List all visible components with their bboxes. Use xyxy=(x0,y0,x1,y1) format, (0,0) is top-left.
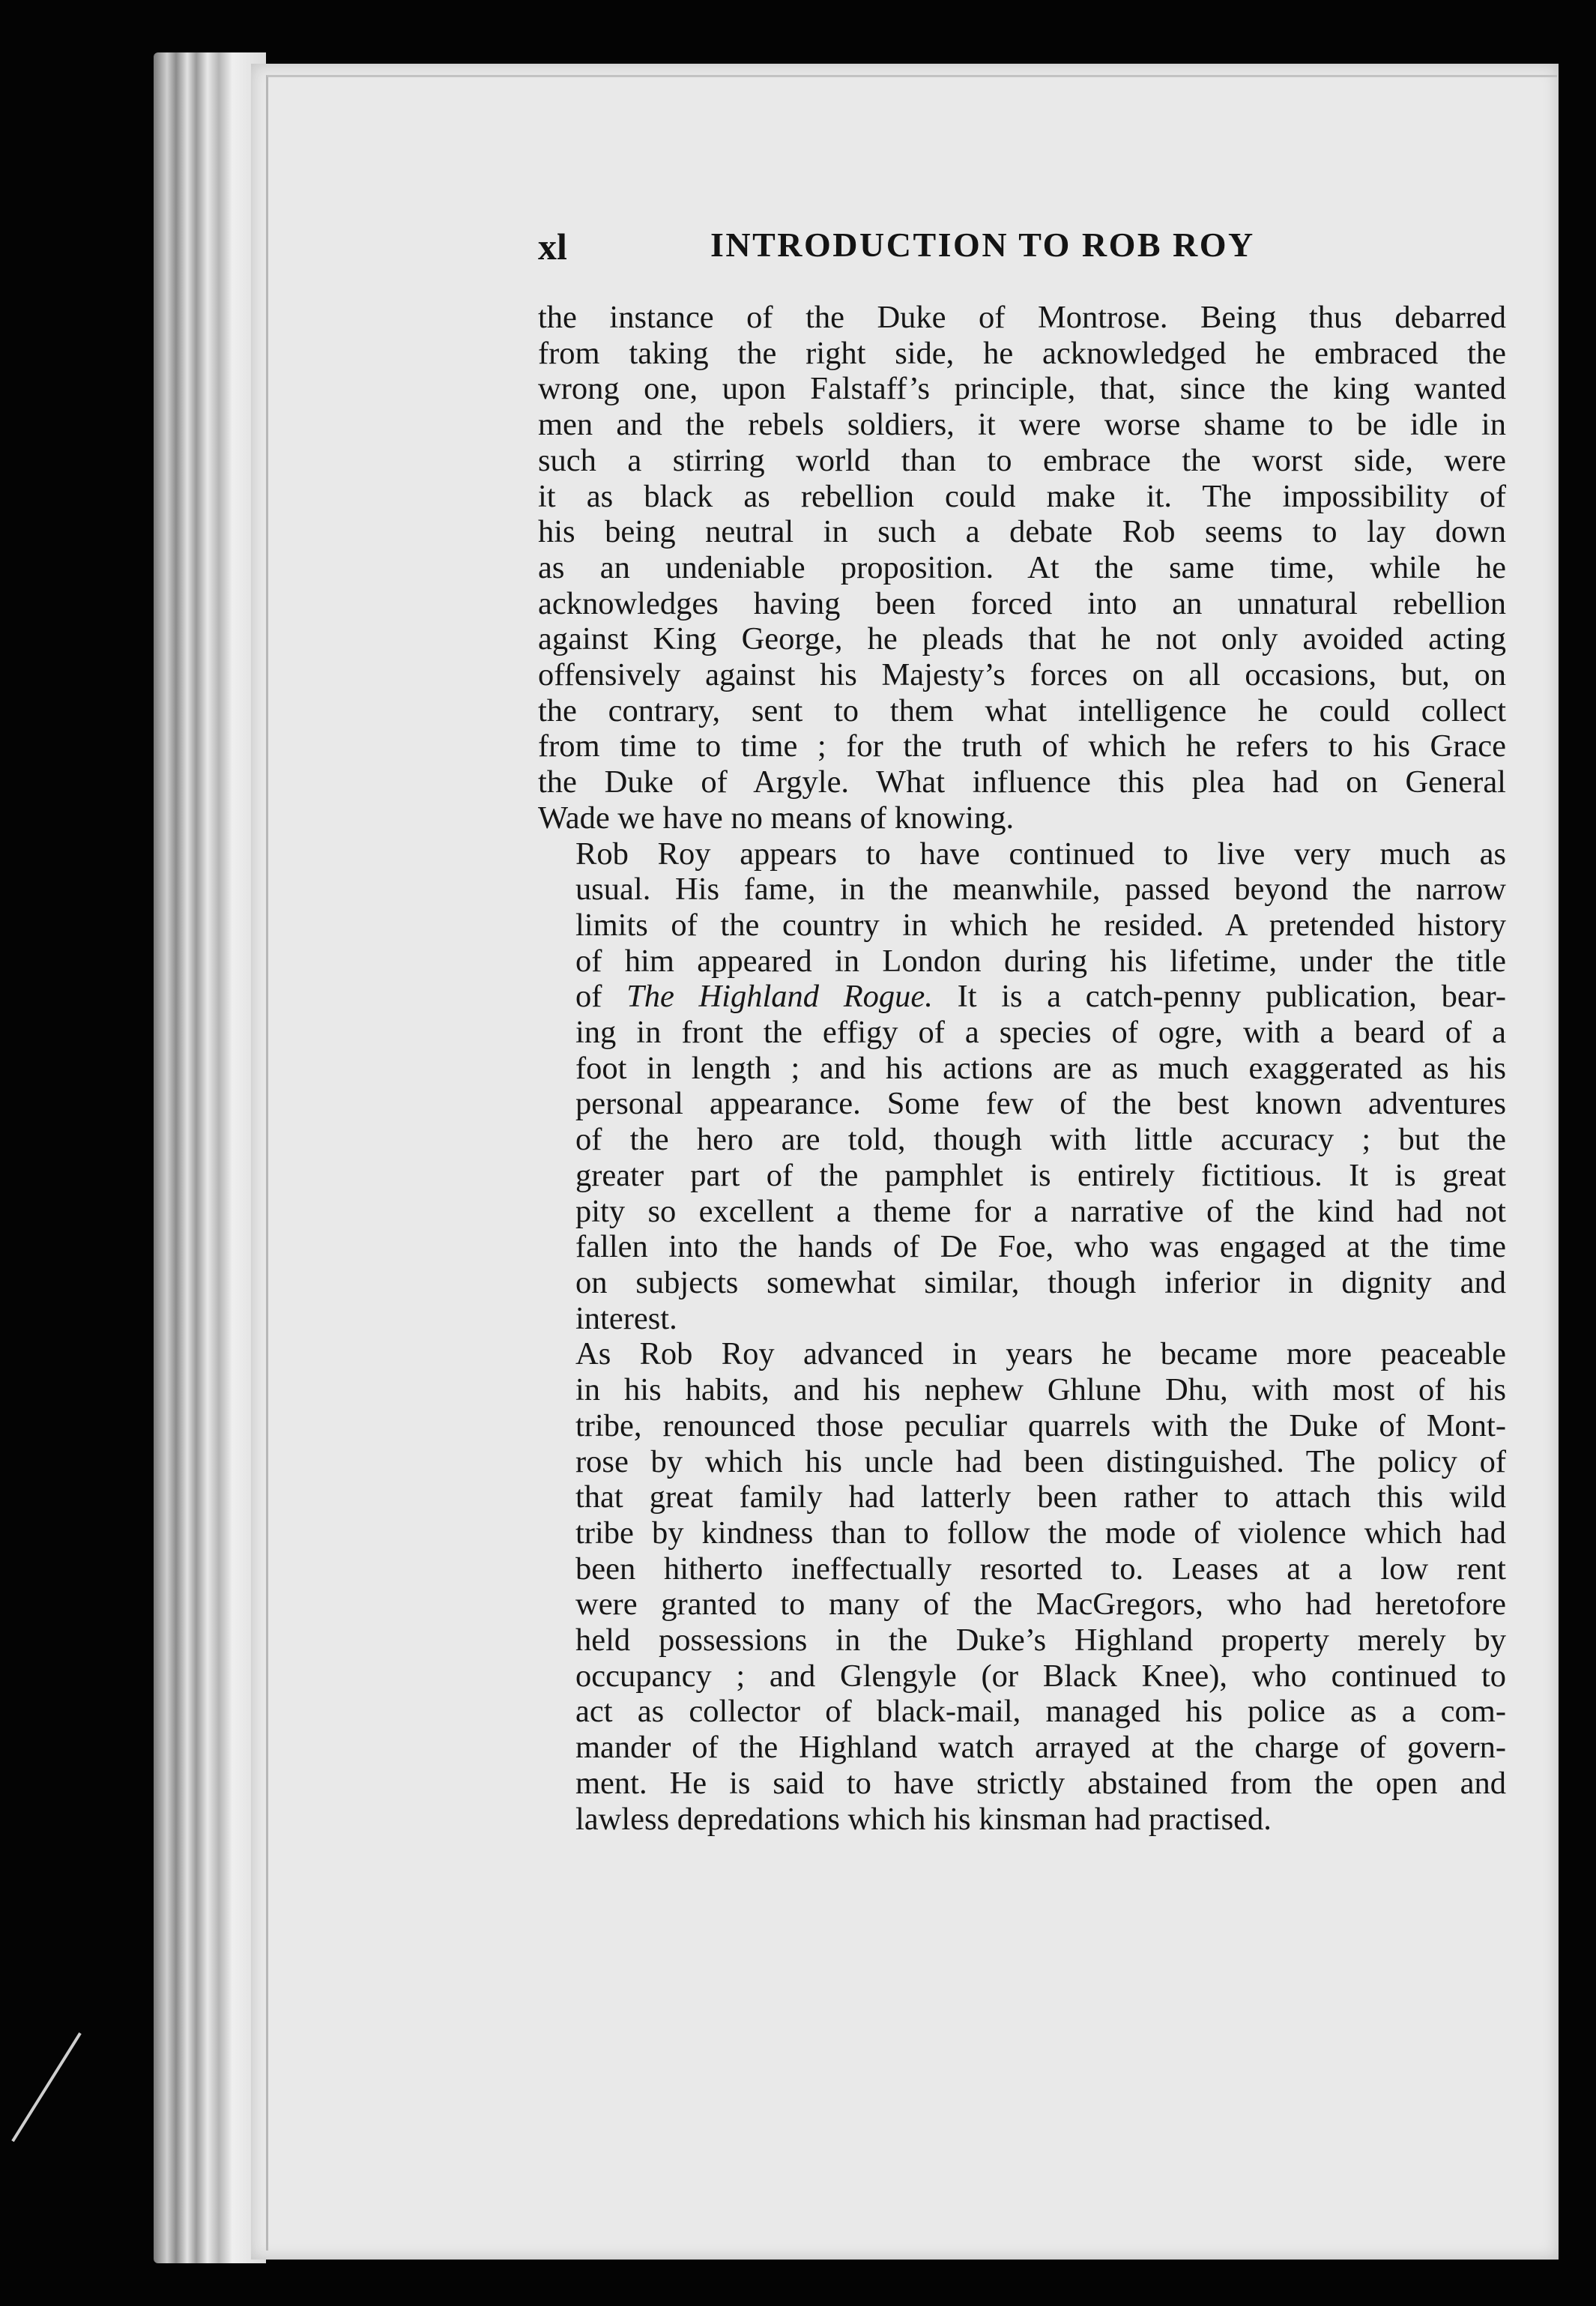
text-line: men and the rebels soldiers, it were worse shame to be idle in xyxy=(538,407,1506,443)
running-head xyxy=(538,225,1321,277)
page-edge-stack xyxy=(154,52,266,2263)
text-line: from taking the right side, he acknowledged he embraced the xyxy=(538,335,1506,371)
body-text xyxy=(538,300,1506,1837)
text-line: the Duke of Argyle. What influence this plea had on General xyxy=(538,764,1506,800)
text-line: pity so excellent a theme for a narrative of the kind had not xyxy=(575,1193,1506,1229)
text-line: from time to time ; for the truth of which he refers to his Grace xyxy=(538,728,1506,764)
text-line: ment. He is said to have strictly abstained from the open and xyxy=(575,1765,1506,1801)
text-line: as an undeniable proposition. At the same time, while he xyxy=(538,549,1506,585)
text-line: against King George, he pleads that he not only avoided acting xyxy=(538,621,1506,657)
text-line: Rob Roy appears to have continued to live very much as xyxy=(575,836,1506,872)
text-line: fallen into the hands of De Foe, who was engaged at the time xyxy=(575,1229,1506,1265)
text-line: such a stirring world than to embrace the worst side, were xyxy=(538,442,1506,478)
italic-title: The Highland Rogue. xyxy=(626,979,933,1015)
text-line: usual. His fame, in the meanwhile, passed beyond the narrow xyxy=(575,872,1506,908)
text-line: occupancy ; and Glengyle (or Black Knee), who continued to xyxy=(575,1658,1506,1694)
text-line: of The Highland Rogue. It is a catch-penny publication, bear- xyxy=(575,979,1507,1015)
text-line: were granted to many of the MacGregors, who had heretofore xyxy=(575,1587,1506,1623)
text-line: Wade we have no means of knowing. xyxy=(538,800,1015,836)
text-line: held possessions in the Duke’s Highland property merely by xyxy=(575,1623,1506,1658)
text-line: ing in front the effigy of a species of ogre, with a beard of a xyxy=(575,1015,1506,1051)
paragraph xyxy=(538,1336,1506,1837)
text-line: interest. xyxy=(575,1300,677,1336)
text-line: offensively against his Majesty’s forces on all occasions, but, on xyxy=(538,657,1506,693)
text-line: his being neutral in such a debate Rob seems to lay down xyxy=(538,514,1506,550)
text-line: greater part of the pamphlet is entirely fictitious. It is great xyxy=(575,1157,1506,1193)
text-line: of the hero are told, though with little accuracy ; but the xyxy=(575,1122,1506,1158)
text-line: act as collector of black-mail, managed his police as a com- xyxy=(575,1694,1506,1730)
text-line: the contrary, sent to them what intelligence he could collect xyxy=(538,692,1506,728)
text-line: As Rob Roy advanced in years he became more peaceable xyxy=(575,1336,1506,1372)
text-line: foot in length ; and his actions are as much exaggerated as his xyxy=(575,1050,1506,1086)
text-line: the instance of the Duke of Montrose. Being thus debarred xyxy=(538,300,1506,335)
text-line: limits of the country in which he resided. A pretended history xyxy=(575,907,1506,943)
text-line: that great family had latterly been rather to attach this wild xyxy=(575,1479,1506,1515)
text-line: in his habits, and his nephew Ghlune Dhu, with most of his xyxy=(575,1372,1506,1408)
text-line: of him appeared in London during his lifetime, under the title xyxy=(575,943,1506,979)
text-line: it as black as rebellion could make it. The impossibility of xyxy=(538,478,1506,514)
text-line: mander of the Highland watch arrayed at the charge of govern- xyxy=(575,1730,1506,1766)
page-number: xl xyxy=(538,226,567,268)
text-line: lawless depredations which his kinsman had practised. xyxy=(575,1801,1272,1837)
paragraph xyxy=(538,300,1506,836)
text-line: personal appearance. Some few of the best known adventures xyxy=(575,1086,1506,1122)
text-line: tribe by kindness than to follow the mode of violence which had xyxy=(575,1515,1506,1551)
paragraph xyxy=(538,836,1506,1337)
text-line: on subjects somewhat similar, though inferior in dignity and xyxy=(575,1264,1506,1300)
text-line: rose by which his uncle had been distinguished. The policy of xyxy=(575,1443,1506,1479)
text-line: been hitherto ineffectually resorted to. Leases at a low rent xyxy=(575,1551,1506,1587)
text-line: wrong one, upon Falstaff’s principle, that, since the king wanted xyxy=(538,371,1506,407)
running-title: INTRODUCTION TO ROB ROY xyxy=(710,226,1255,264)
text-line: acknowledges having been forced into an unnatural rebellion xyxy=(538,585,1506,621)
text-line: tribe, renounced those peculiar quarrels with the Duke of Mont- xyxy=(575,1407,1506,1443)
margin-scratch xyxy=(11,2032,81,2142)
